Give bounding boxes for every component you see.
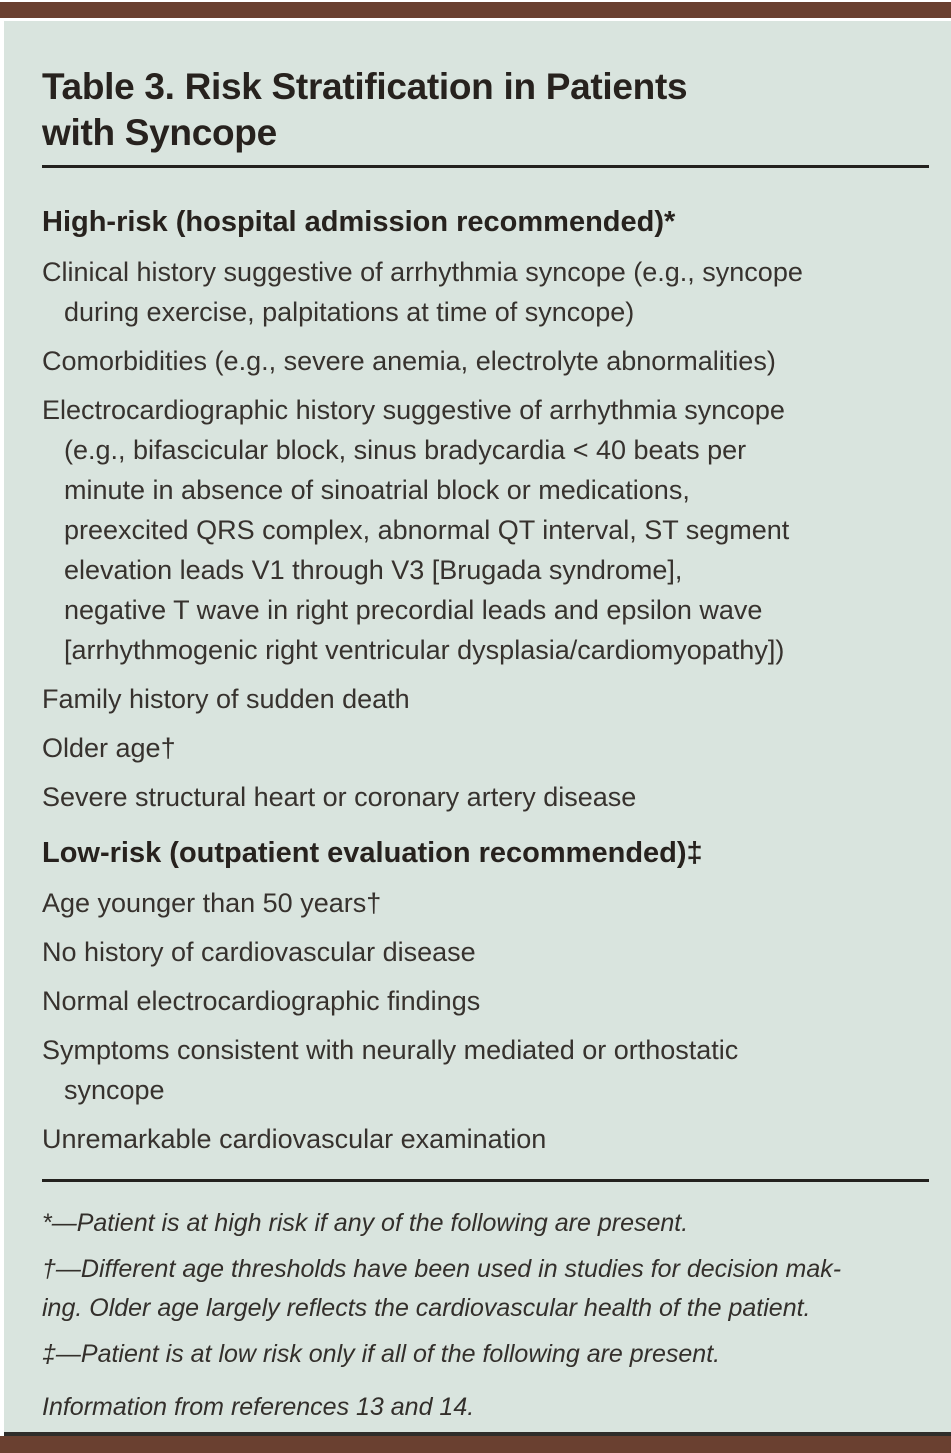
- text-line: minute in absence of sinoatrial block or medications,: [64, 475, 690, 505]
- top-accent-bar: [0, 2, 951, 18]
- text-line: Normal electrocardiographic findings: [42, 986, 481, 1016]
- footnote-list: [42, 1204, 929, 1374]
- title-divider-rule: [42, 165, 929, 168]
- list-item: [42, 932, 929, 972]
- footnote: [42, 1250, 929, 1328]
- text-line: Severe structural heart or coronary artery disease: [42, 782, 637, 812]
- text-line: syncope: [64, 1075, 165, 1105]
- text-line: Comorbidities (e.g., severe anemia, electrolyte abnormalities): [42, 346, 776, 376]
- text-line: Age younger than 50 years†: [42, 888, 382, 918]
- text-line: preexcited QRS complex, abnormal QT interval, ST segment: [64, 515, 790, 545]
- text-line: †—Different age thresholds have been used in studies for decision mak-: [42, 1255, 842, 1283]
- text-line: ing. Older age largely reflects the cardiovascular health of the patient.: [42, 1294, 811, 1322]
- text-line: (e.g., bifascicular block, sinus bradycardia < 40 beats per: [64, 435, 747, 465]
- section-high-risk: [42, 202, 929, 817]
- text-line: [arrhythmogenic right ventricular dysplasia/cardiomyopathy]): [64, 635, 785, 665]
- text-line: Older age†: [42, 733, 176, 763]
- source-note: Information from references 13 and 14.: [42, 1393, 475, 1421]
- text-line: No history of cardiovascular disease: [42, 937, 476, 967]
- list-item: [42, 679, 929, 719]
- table-title-line2: with Syncope: [42, 112, 277, 153]
- text-line: Symptoms consistent with neurally mediated or orthostatic: [42, 1035, 739, 1065]
- list-item: [42, 777, 929, 817]
- text-line: Family history of sudden death: [42, 684, 410, 714]
- text-line: *—Patient is at high risk if any of the following are present.: [42, 1209, 689, 1237]
- text-line: negative T wave in right precordial leads and epsilon wave: [64, 595, 763, 625]
- table-title: [42, 64, 929, 156]
- list-item: [42, 1119, 929, 1159]
- table-content: [42, 21, 929, 1427]
- bottom-accent-bar: [0, 1436, 951, 1453]
- text-line: elevation leads V1 through V3 [Brugada syndrome],: [64, 555, 683, 585]
- table-title-line1: Table 3. Risk Stratification in Patients: [42, 66, 688, 107]
- footnote: [42, 1335, 929, 1374]
- text-line: Electrocardiographic history suggestive of arrhythmia syncope: [42, 395, 785, 425]
- list-item: [42, 981, 929, 1021]
- footnote-divider-rule: [42, 1179, 929, 1182]
- list-item: [42, 1030, 929, 1110]
- text-line: Clinical history suggestive of arrhythmia syncope (e.g., syncope: [42, 257, 803, 287]
- section-heading-low-risk: Low-risk (outpatient evaluation recommended)‡: [42, 837, 703, 869]
- list-item: [42, 390, 929, 670]
- high-risk-item-list: [42, 252, 929, 817]
- section-low-risk: [42, 833, 929, 1159]
- list-item: [42, 883, 929, 923]
- low-risk-item-list: [42, 883, 929, 1159]
- text-line: during exercise, palpitations at time of syncope): [64, 297, 635, 327]
- section-heading-high-risk: High-risk (hospital admission recommended)*: [42, 206, 676, 238]
- footnote: [42, 1204, 929, 1243]
- text-line: Unremarkable cardiovascular examination: [42, 1124, 547, 1154]
- list-item: [42, 728, 929, 768]
- text-line: ‡—Patient is at low risk only if all of the following are present.: [42, 1340, 721, 1368]
- list-item: [42, 341, 929, 381]
- list-item: [42, 252, 929, 332]
